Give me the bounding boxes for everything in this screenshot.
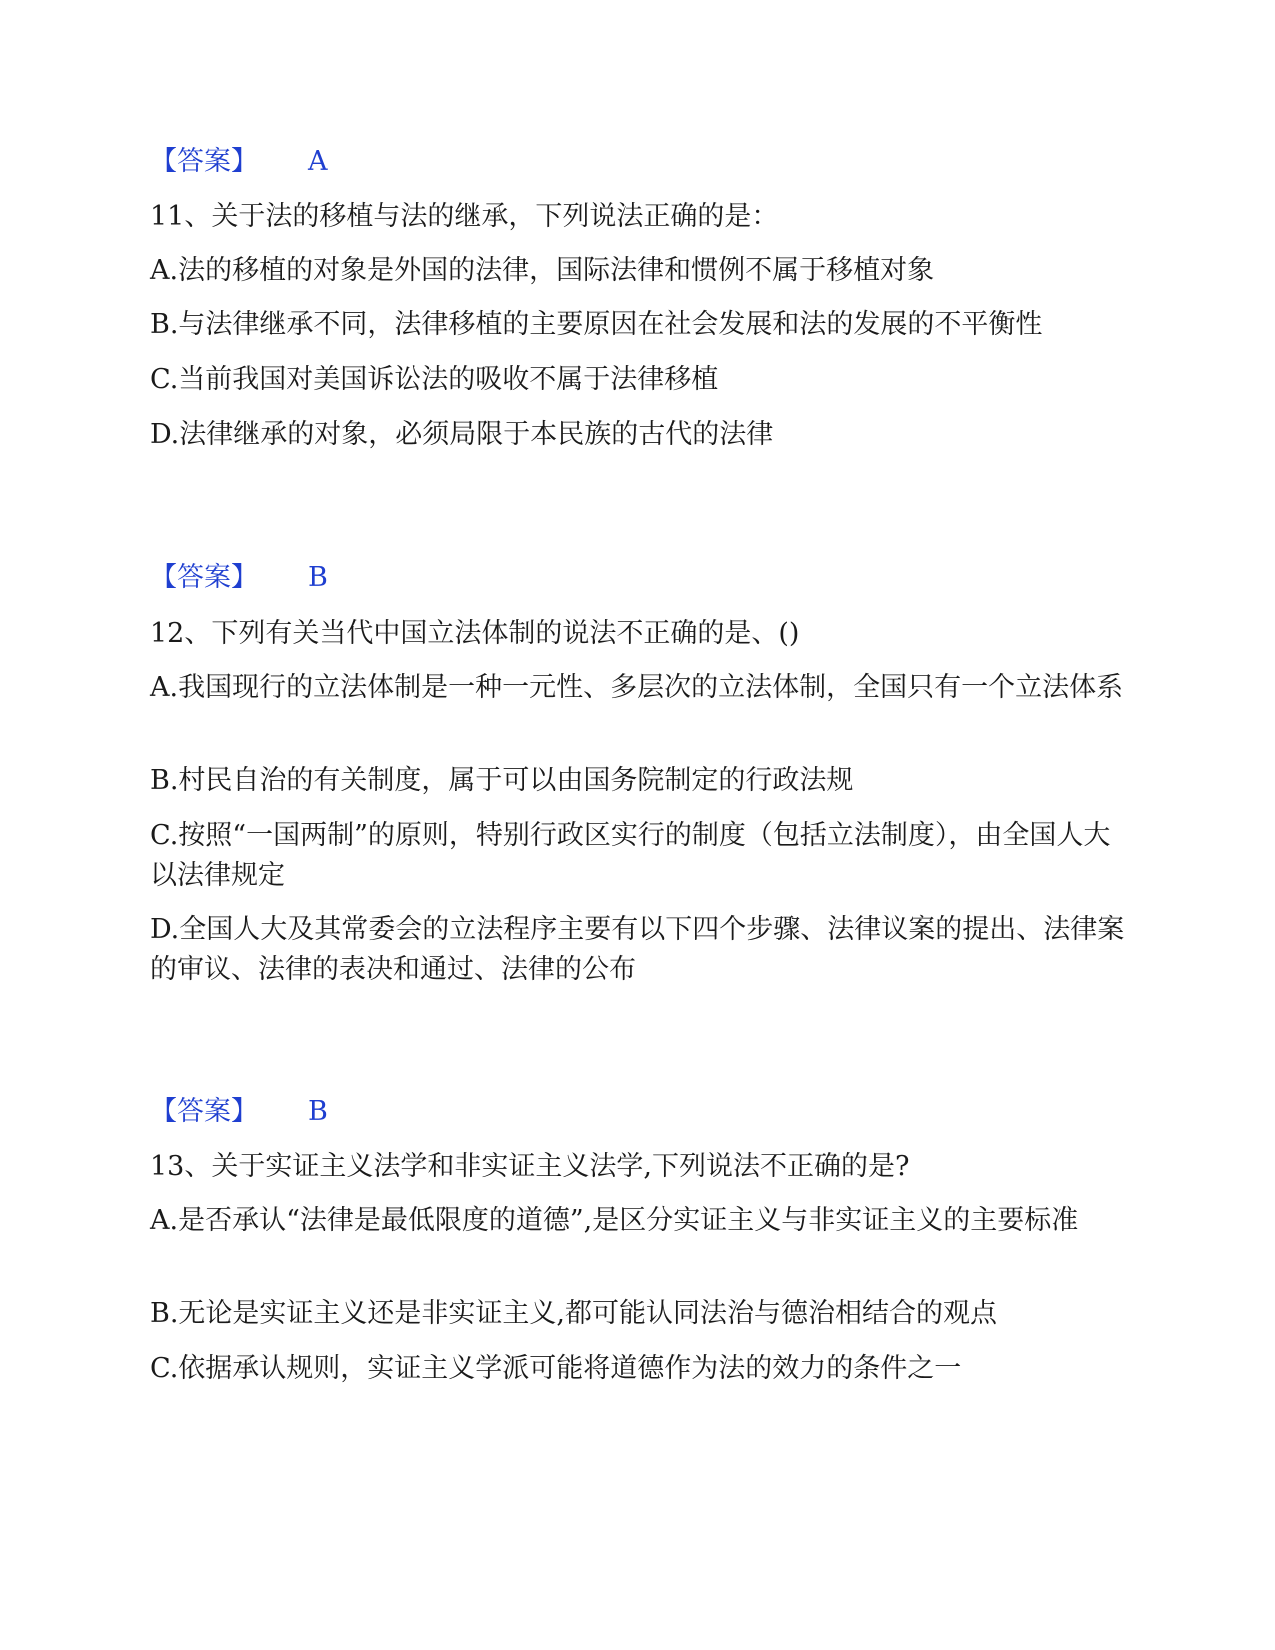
- option-12-a: A.我国现行的立法体制是一种一元性、多层次的立法体制，全国只有一个立法体系: [150, 672, 1124, 703]
- answer-line-3: [150, 1092, 328, 1132]
- option-12-d: D.全国人大及其常委会的立法程序主要有以下四个步骤、法律议案的提出、法律案的审议、法律的表决和通过、法律的公布: [150, 914, 1125, 985]
- option-11-a: A.法的移植的对象是外国的法律，国际法律和惯例不属于移植对象: [150, 255, 935, 286]
- option-13-b: B.无论是实证主义还是非实证主义,都可能认同法治与德治相结合的观点: [150, 1298, 998, 1329]
- answer-value: B: [308, 562, 328, 593]
- answer-value: B: [308, 1096, 328, 1127]
- option-11-c: C.当前我国对美国诉讼法的吸收不属于法律移植: [150, 364, 719, 395]
- option-11-b: B.与法律继承不同，法律移植的主要原因在社会发展和法的发展的不平衡性: [150, 309, 1043, 340]
- question-11: 11、关于法的移植与法的继承，下列说法正确的是：: [150, 201, 779, 232]
- option-12-b: B.村民自治的有关制度，属于可以由国务院制定的行政法规: [150, 765, 854, 796]
- answer-value: A: [308, 146, 328, 177]
- question-13: 13、关于实证主义法学和非实证主义法学,下列说法不正确的是?: [150, 1151, 910, 1182]
- option-12-c: C.按照“一国两制”的原则，特别行政区实行的制度（包括立法制度），由全国人大以法律规定: [150, 820, 1111, 891]
- question-12: 12、下列有关当代中国立法体制的说法不正确的是、(): [150, 618, 800, 649]
- option-13-a: A.是否承认“法律是最低限度的道德”,是区分实证主义与非实证主义的主要标准: [150, 1205, 1079, 1236]
- answer-label: 【答案】: [150, 562, 258, 593]
- option-13-c: C.依据承认规则，实证主义学派可能将道德作为法的效力的条件之一: [150, 1353, 962, 1384]
- answer-line-2: [150, 558, 328, 598]
- answer-label: 【答案】: [150, 1096, 258, 1127]
- option-11-d: D.法律继承的对象，必须局限于本民族的古代的法律: [150, 419, 774, 450]
- answer-line-1: [150, 142, 328, 182]
- answer-label: 【答案】: [150, 146, 258, 177]
